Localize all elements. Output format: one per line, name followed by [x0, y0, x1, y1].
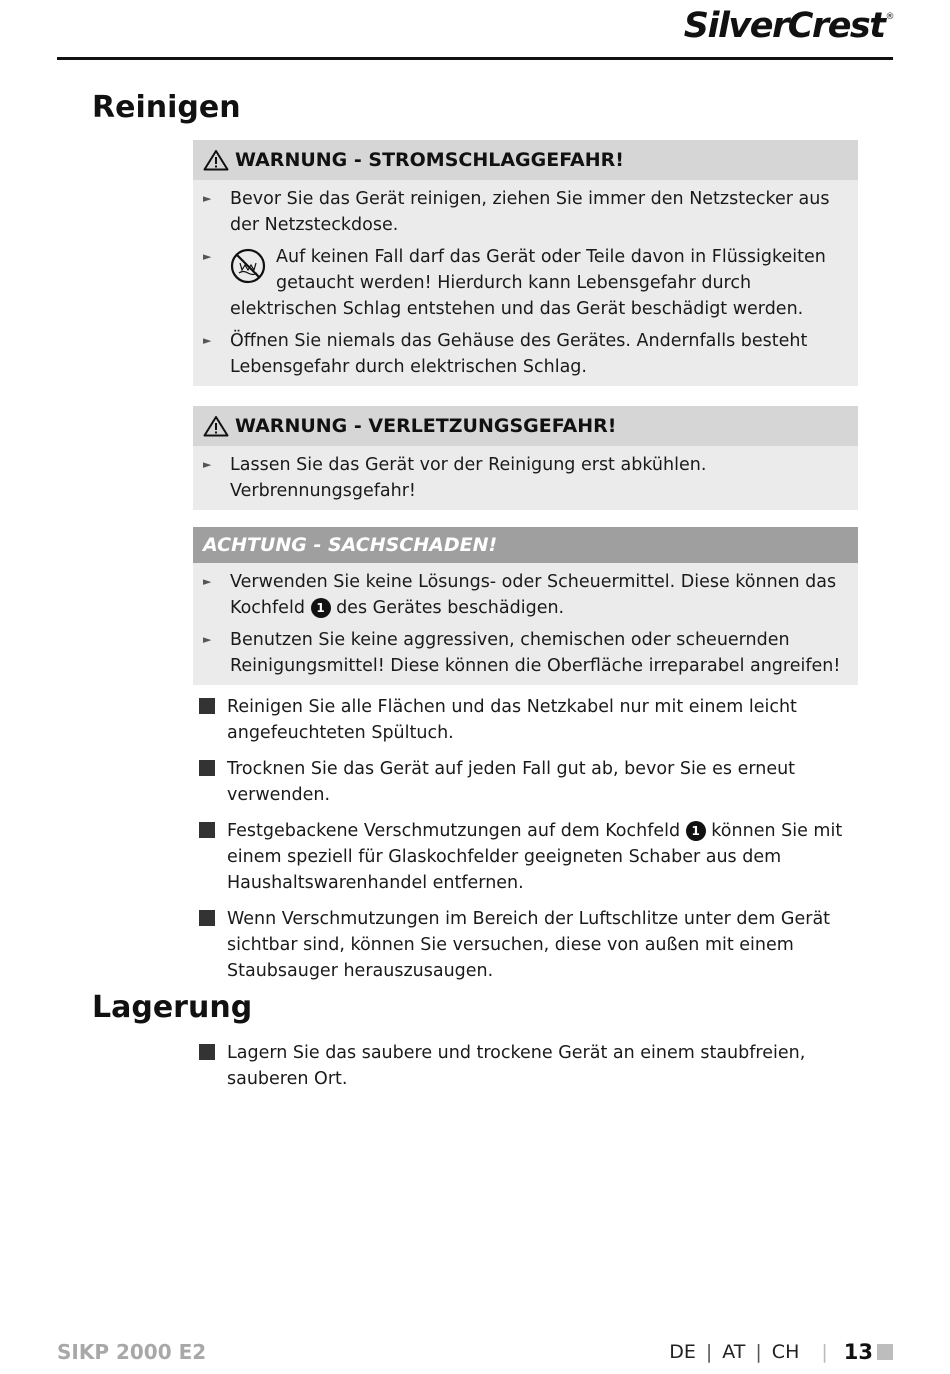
cleaning-steps: [199, 694, 861, 994]
warning-header-electric: [193, 140, 858, 180]
footer-model: SIKP 2000 E2: [57, 1340, 207, 1364]
warning-box-electric: [193, 140, 858, 386]
warning-text: Bevor Sie das Gerät reinigen, ziehen Sie immer den Netzstecker aus der Netzsteckdose.: [230, 189, 830, 235]
step-text: [227, 818, 861, 896]
country-code: AT: [722, 1341, 746, 1363]
list-item: [203, 569, 846, 621]
caution-text-part: Verwenden Sie keine Lösungs- oder Scheuermittel. Diese können das Kochfeld: [230, 572, 837, 618]
list-item: [199, 818, 861, 896]
no-immersion-icon: [230, 246, 266, 286]
list-item: [203, 452, 846, 504]
warning-title-electric: WARNUNG - STROMSCHLAGGEFAHR!: [235, 149, 624, 171]
arrow-bullet-icon: ►: [203, 458, 212, 471]
brand-logo: [684, 6, 893, 46]
step-text: Trocknen Sie das Gerät auf jeden Fall gut ab, bevor Sie es erneut verwenden.: [227, 759, 796, 805]
list-item: [203, 186, 846, 238]
divider: |: [705, 1341, 713, 1363]
warning-triangle-icon: [203, 149, 229, 171]
caution-header-damage: [193, 527, 858, 563]
storage-steps: [199, 1040, 861, 1102]
step-text: Reinigen Sie alle Flächen und das Netzkabel nur mit einem leicht angefeuchteten Spültuch.: [227, 697, 797, 743]
square-bullet-icon: [199, 910, 215, 926]
arrow-bullet-icon: ►: [203, 250, 212, 263]
warning-triangle-icon: [203, 415, 229, 437]
list-item: [199, 1040, 861, 1092]
section-title-reinigen: Reinigen: [92, 90, 241, 125]
page-number: 13: [843, 1340, 873, 1364]
list-item: [199, 694, 861, 746]
caution-text: [230, 569, 846, 621]
caution-text-part: des Gerätes beschädigen.: [336, 598, 565, 618]
square-bullet-icon: [199, 1044, 215, 1060]
warning-text: Öffnen Sie niemals das Gehäuse des Gerätes. Andernfalls besteht Lebensgefahr durch elektrischen Schlag.: [230, 331, 808, 377]
arrow-bullet-icon: ►: [203, 575, 212, 588]
warning-box-injury: [193, 406, 858, 510]
page-marker-icon: [877, 1344, 893, 1360]
list-item: [203, 328, 846, 380]
caution-text: Benutzen Sie keine aggressiven, chemischen oder scheuernden Reinigungsmittel! Diese können die Oberfläche irreparabel angreifen!: [230, 630, 841, 676]
brand-name: SilverCrest: [683, 6, 885, 46]
step-text: Wenn Verschmutzungen im Bereich der Luftschlitze unter dem Gerät sichtbar sind, können Sie versuchen, diese von außen mit einem Staubsauger herauszusaugen.: [227, 909, 831, 981]
warning-title-injury: WARNUNG - VERLETZUNGSGEFAHR!: [235, 415, 617, 437]
header-rule: [57, 57, 893, 60]
step-text: Lagern Sie das saubere und trockene Gerät an einem staubfreien, sauberen Ort.: [227, 1043, 806, 1089]
arrow-bullet-icon: ►: [203, 192, 212, 205]
step-text-part: Festgebackene Verschmutzungen auf dem Kochfeld: [227, 821, 681, 841]
list-item: [199, 906, 861, 984]
warning-header-injury: [193, 406, 858, 446]
divider: |: [755, 1341, 762, 1363]
caution-title: ACHTUNG - SACHSCHADEN!: [203, 534, 498, 556]
square-bullet-icon: [199, 822, 215, 838]
list-item: [203, 627, 846, 679]
square-bullet-icon: [199, 698, 215, 714]
square-bullet-icon: [199, 760, 215, 776]
warning-text: Auf keinen Fall darf das Gerät oder Teile davon in Flüssigkeiten getaucht werden! Hierdurch kann Lebensgefahr durch elektrischen Schlag entstehen und das Gerät beschädigt werden.: [230, 247, 826, 319]
arrow-bullet-icon: ►: [203, 633, 212, 646]
section-title-lagerung: Lagerung: [92, 990, 253, 1025]
callout-number-icon: 1: [311, 598, 331, 618]
footer-meta: [669, 1340, 893, 1364]
divider: |: [821, 1341, 828, 1363]
country-code: DE: [669, 1341, 696, 1363]
step-text-part: können Sie mit einem speziell für Glaskochfelder geeigneten Schaber aus dem Haushaltswarenhandel entfernen.: [227, 821, 843, 893]
callout-number-icon: 1: [686, 821, 706, 841]
registered-mark: ®: [885, 12, 893, 22]
warning-text: Lassen Sie das Gerät vor der Reinigung erst abkühlen. Verbrennungsgefahr!: [230, 455, 707, 501]
caution-box-damage: [193, 527, 858, 685]
list-item: [203, 244, 846, 322]
arrow-bullet-icon: ►: [203, 334, 212, 347]
country-code: CH: [771, 1341, 800, 1363]
list-item: [199, 756, 861, 808]
